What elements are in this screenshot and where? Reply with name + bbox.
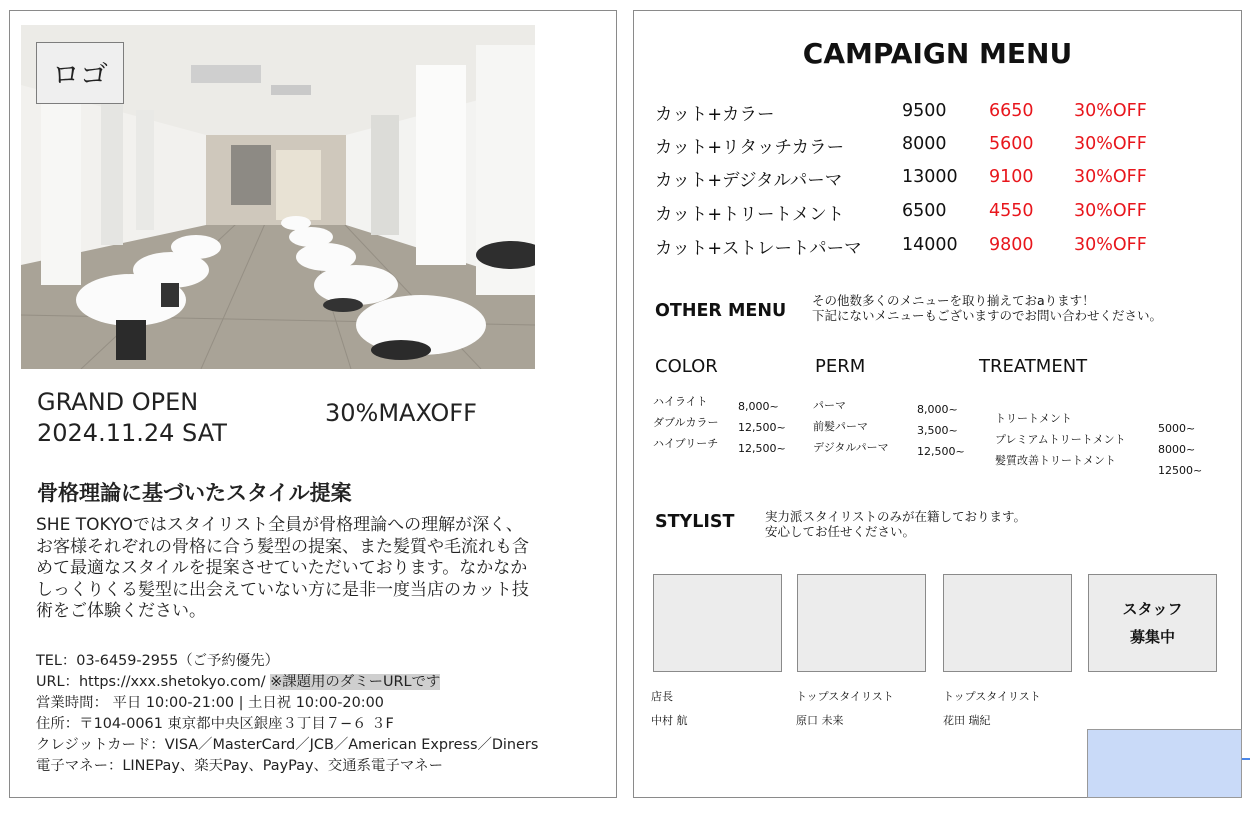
description-line: しっくりくる髪型に出会えていない方に是非一度当店のカット技 (36, 579, 529, 600)
treatment-items (995, 408, 1126, 471)
menu-price: 5000~ (1158, 422, 1196, 435)
address-line: 住所：〒104-0061 東京都中央区銀座３丁目７−６ ３F (36, 716, 394, 732)
regular-price: 6500 (902, 201, 947, 221)
perm-prices (917, 399, 965, 462)
other-menu-note (812, 293, 1162, 323)
other-note-line: 下記にないメニューもございますのでお問い合わせください。 (812, 308, 1163, 323)
discount-label: 30%OFF (1074, 101, 1147, 121)
description-line: お客様それぞれの骨格に合う髪型の提案、また髪質や毛流れも含 (36, 536, 529, 557)
stylist-note-line: 実力派スタイリストのみが在籍しております。 (765, 509, 1027, 524)
stylist-role: トップスタイリスト (796, 690, 894, 703)
menu-price: 12500~ (1158, 464, 1203, 477)
stylist-label (943, 685, 1041, 733)
other-menu-title: OTHER MENU (655, 301, 787, 321)
salon-interior-photo (21, 25, 535, 369)
credit-line: クレジットカード：VISA／MasterCard／JCB／American Express／Diners (36, 737, 539, 753)
treatment-title: TREATMENT (979, 356, 1088, 377)
flyer-left-panel (9, 10, 617, 798)
menu-price: 12,500~ (738, 442, 786, 455)
emoney-line: 電子マネー：LINEPay、楽天Pay、PayPay、交通系電子マネー (36, 758, 444, 774)
sale-price: 9100 (989, 167, 1034, 187)
stylist-role: トップスタイリスト (943, 690, 1041, 703)
color-title: COLOR (655, 356, 718, 377)
campaign-title: CAMPAIGN MENU (802, 37, 1073, 70)
menu-price: 3,500~ (917, 424, 958, 437)
selection-box[interactable] (1087, 729, 1242, 798)
sale-price: 4550 (989, 201, 1034, 221)
menu-item: プレミアムトリートメント (995, 433, 1126, 446)
description-line: 術をご体験ください。 (36, 601, 206, 621)
regular-price: 14000 (902, 235, 958, 255)
concept-description (36, 515, 592, 623)
recruit-line: 募集中 (1129, 628, 1175, 646)
menu-item: ハイブリーチ (653, 437, 719, 450)
stylist-note-line: 安心してお任せください。 (765, 524, 916, 539)
sale-price: 9800 (989, 235, 1034, 255)
discount-label: 30%OFF (1074, 235, 1147, 255)
regular-price: 9500 (902, 101, 947, 121)
treatment-prices (1158, 418, 1202, 481)
hours-line: 営業時間： 平日 10:00-21:00 | 土日祝 10:00-20:00 (36, 695, 384, 711)
concept-heading: 骨格理論に基づいたスタイル提案 (37, 481, 352, 505)
menu-item: パーマ (813, 399, 846, 412)
menu-price: 8000~ (1158, 443, 1196, 456)
recruit-line: スタッフ (1122, 600, 1183, 618)
selection-handle[interactable] (1242, 758, 1250, 760)
description-line: めて最適なスタイルを提案させていただいております。なかなか (36, 558, 528, 578)
max-off-label: 30%MAXOFF (325, 399, 477, 427)
menu-name: カット+デジタルパーマ (655, 171, 843, 191)
color-prices (738, 396, 786, 459)
menu-item: 髪質改善トリートメント (995, 454, 1116, 467)
logo-placeholder: ロゴ (36, 42, 124, 104)
discount-label: 30%OFF (1074, 134, 1147, 154)
stylist-photo-placeholder (653, 574, 782, 672)
stylist-role: 店長 (651, 690, 673, 703)
stylist-label (796, 685, 894, 733)
sale-price: 6650 (989, 101, 1034, 121)
regular-price: 8000 (902, 134, 947, 154)
menu-price: 12,500~ (738, 421, 786, 434)
menu-name: カット+カラー (655, 105, 775, 125)
discount-label: 30%OFF (1074, 201, 1147, 221)
stylist-photo-placeholder (943, 574, 1072, 672)
stylist-note (765, 509, 1026, 539)
menu-price: 8,000~ (738, 400, 779, 413)
menu-price: 8,000~ (917, 403, 958, 416)
menu-item: ハイライト (653, 395, 708, 408)
menu-item: デジタルパーマ (813, 441, 889, 454)
menu-name: カット+リタッチカラー (655, 138, 845, 158)
perm-title: PERM (815, 356, 866, 377)
stylist-name: 原口 未来 (796, 714, 844, 727)
menu-item: トリートメント (995, 412, 1072, 425)
grand-open-block (37, 387, 227, 449)
menu-item: 前髪パーマ (813, 420, 868, 433)
description-line: SHE TOKYOではスタイリスト全員が骨格理論への理解が深く、 (36, 515, 523, 535)
menu-price: 12,500~ (917, 445, 965, 458)
regular-price: 13000 (902, 167, 958, 187)
perm-items (813, 395, 889, 458)
open-date: 2024.11.24 SAT (37, 419, 227, 447)
discount-label: 30%OFF (1074, 167, 1147, 187)
menu-name: カット+トリートメント (655, 205, 845, 225)
url-line (36, 672, 616, 693)
recruit-box (1088, 574, 1217, 672)
stylist-photo-placeholder (797, 574, 926, 672)
shop-info (36, 651, 616, 777)
url-dummy-note: ※課題用のダミーURLです (270, 674, 441, 690)
stylist-name: 中村 航 (651, 714, 688, 727)
other-note-line: その他数多くのメニューを取り揃えておaります！ (812, 293, 1095, 308)
stylist-title: STYLIST (655, 512, 735, 532)
menu-item: ダブルカラー (653, 416, 719, 429)
grand-open-title: GRAND OPEN (37, 388, 199, 416)
color-items (653, 391, 719, 454)
menu-name: カット+ストレートパーマ (655, 239, 862, 259)
url-text[interactable]: URL：https://xxx.shetokyo.com/ (36, 674, 271, 690)
flyer-right-panel (633, 10, 1242, 798)
tel-line: TEL：03-6459-2955（ご予約優先） (36, 653, 279, 669)
stylist-label (651, 685, 688, 733)
sale-price: 5600 (989, 134, 1034, 154)
stylist-name: 花田 瑞紀 (943, 714, 991, 727)
